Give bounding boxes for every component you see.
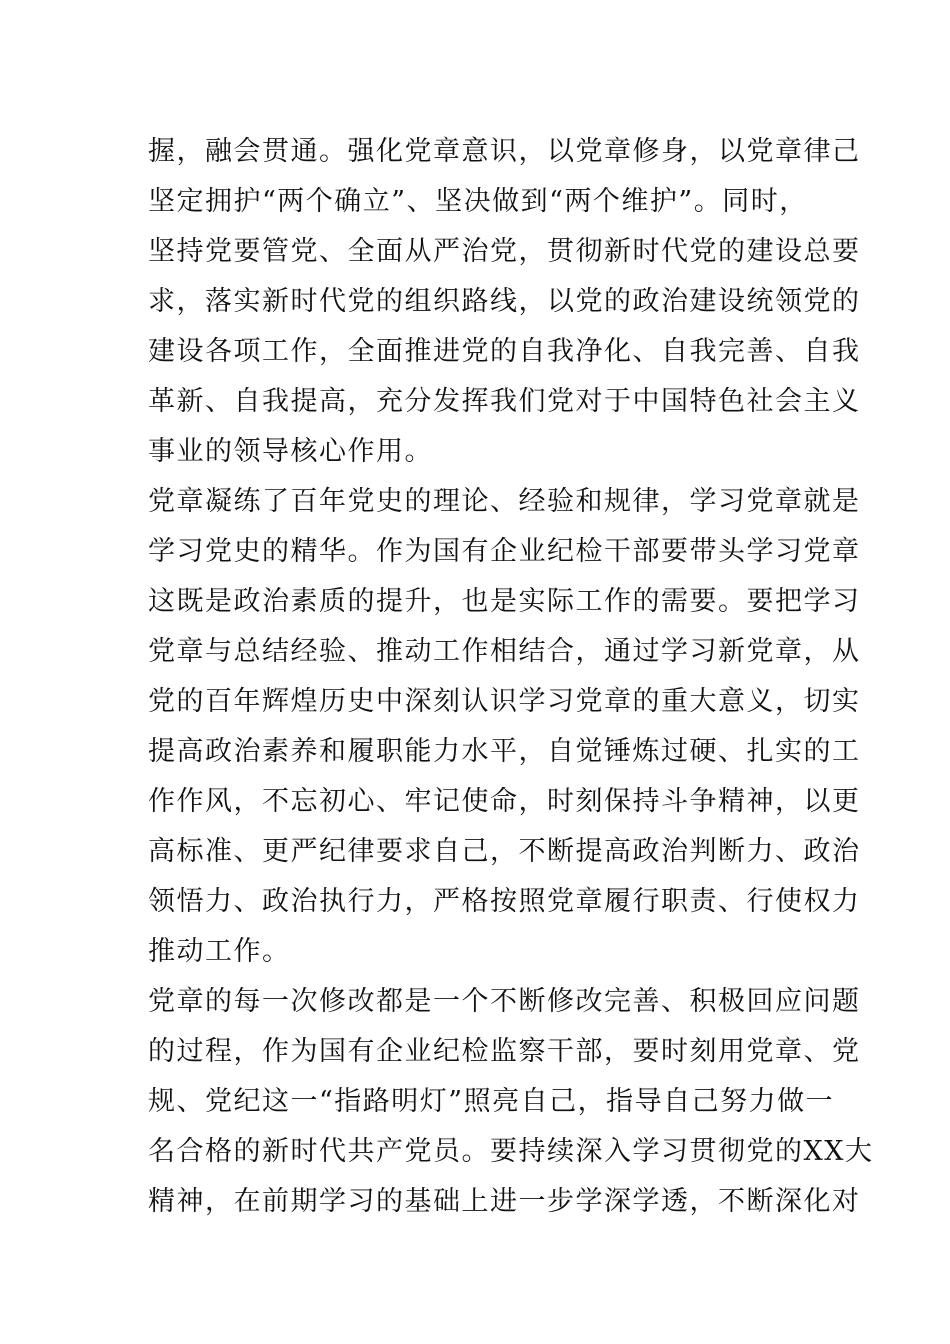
text-line: 党章的每一次修改都是一个不断修改完善、积极回应问题 — [148, 986, 861, 1017]
text-line: 学习党史的精华。作为国有企业纪检干部要带头学习党章 — [148, 536, 861, 567]
text-line: 精神，在前期学习的基础上进一步学深学透，不断深化对 — [148, 1186, 861, 1217]
text-line: 建设各项工作，全面推进党的自我净化、自我完善、自我 — [148, 336, 861, 367]
text-line: 党章凝练了百年党史的理论、经验和规律，学习党章就是 — [148, 486, 861, 517]
text-line: 作作风，不忘初心、牢记使命，时刻保持斗争精神，以更 — [148, 786, 861, 817]
paragraph-2 — [148, 477, 861, 977]
document-body — [148, 127, 874, 1227]
text-line: 领悟力、政治执行力，严格按照党章履行职责、行使权力 — [148, 886, 861, 917]
text-line: 规、党纪这一“指路明灯”照亮自己，指导自己努力做一 — [148, 1086, 835, 1117]
text-line: 事业的领导核心作用。 — [148, 436, 433, 467]
text-line: 提高政治素养和履职能力水平，自觉锤炼过硬、扎实的工 — [148, 736, 861, 767]
text-line: 坚定拥护“两个确立”、坚决做到“两个维护”。同时， — [148, 186, 808, 217]
text-line: 坚持党要管党、全面从严治党，贯彻新时代党的建设总要 — [148, 236, 861, 267]
text-line: 握，融会贯通。强化党章意识，以党章修身，以党章律己 — [148, 136, 861, 167]
text-line: 推动工作。 — [148, 936, 291, 967]
paragraph-3 — [148, 977, 874, 1227]
text-line: 党的百年辉煌历史中深刻认识学习党章的重大意义，切实 — [148, 686, 861, 717]
text-line: 党章与总结经验、推动工作相结合，通过学习新党章，从 — [148, 636, 861, 667]
text-line: 高标准、更严纪律要求自己，不断提高政治判断力、政治 — [148, 836, 861, 867]
text-line: 革新、自我提高，充分发挥我们党对于中国特色社会主义 — [148, 386, 861, 417]
text-line: 这既是政治素质的提升，也是实际工作的需要。要把学习 — [148, 586, 861, 617]
paragraph-1 — [148, 127, 861, 477]
text-line: 的过程，作为国有企业纪检监察干部，要时刻用党章、党 — [148, 1036, 861, 1067]
text-line: 名合格的新时代共产党员。要持续深入学习贯彻党的XX大 — [148, 1136, 874, 1167]
text-line: 求，落实新时代党的组织路线，以党的政治建设统领党的 — [148, 286, 861, 317]
